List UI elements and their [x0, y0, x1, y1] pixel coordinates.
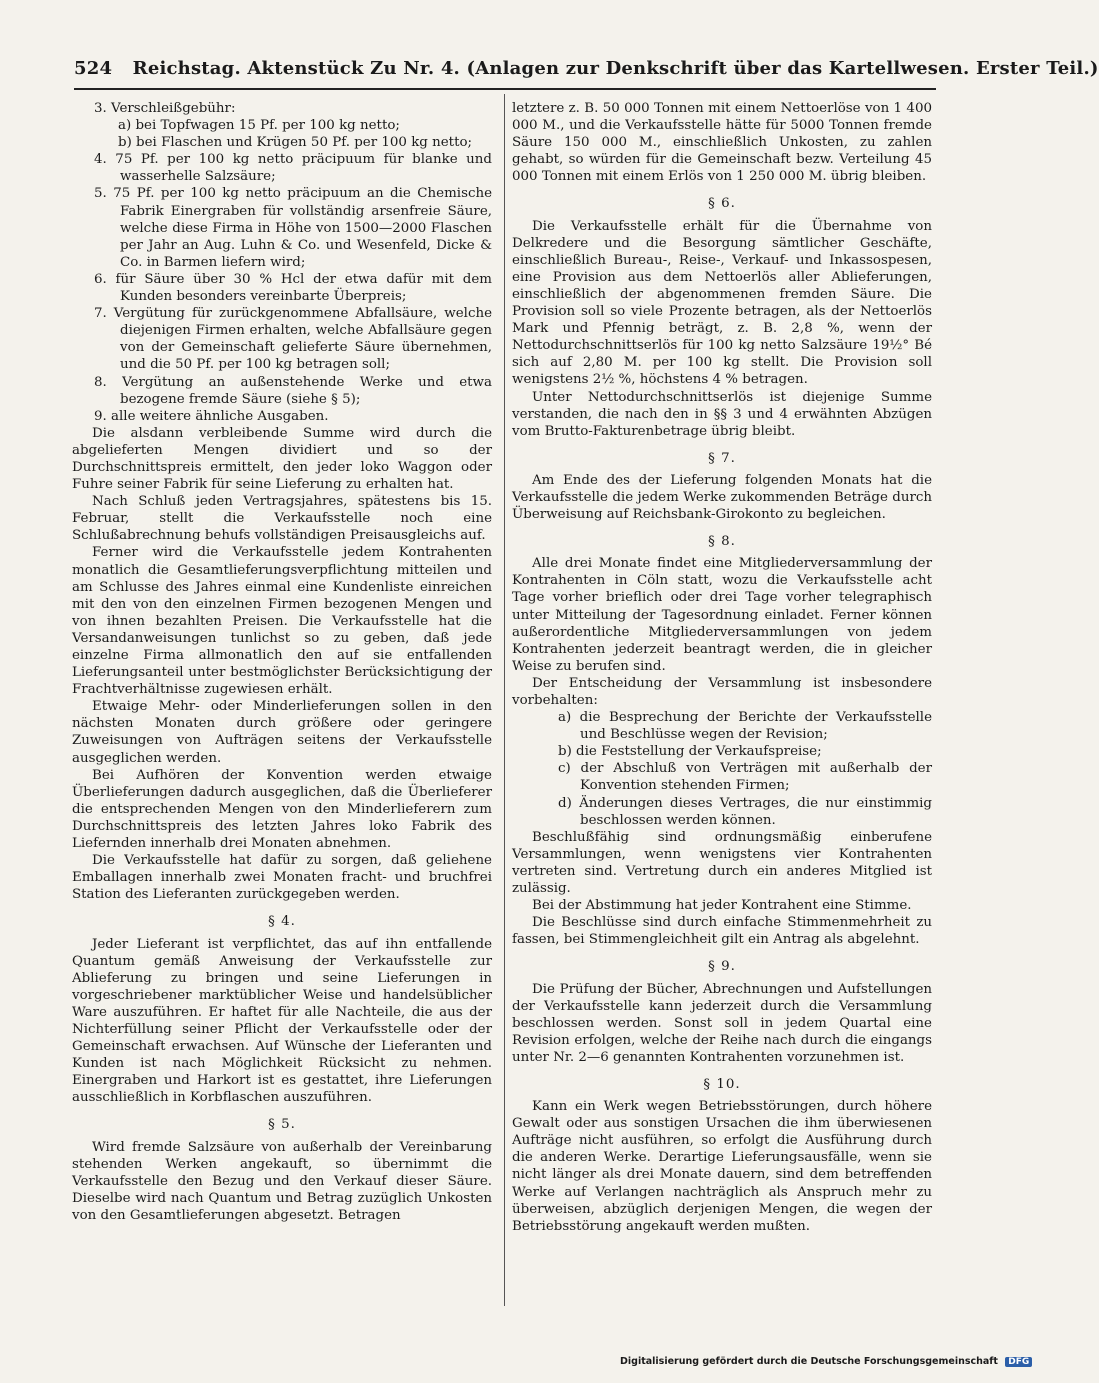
- paragraph: Jeder Lieferant ist verpflichtet, das auf ihn entfallende Quantum gemäß Anweisung der Verkaufsstelle zur Ablieferung zu bringen und seine Lieferungen in vorgeschriebener marktüblicher Weise und handelsüblicher Ware auszuführen. Er haftet für alle Nachteile, die aus der Nichterfüllung seiner Pflicht der Verkaufsstelle oder der Gemeinschaft erwachsen. Auf Wünsche der Lieferanten und Kunden ist nach Möglichkeit Rücksicht zu nehmen. Einergraben und Harkort ist es gestattet, ihre Lieferungen ausschließlich in Korbflaschen auszuführen.: [72, 936, 492, 1106]
- running-title: Reichstag. Aktenstück Zu Nr. 4. (Anlagen zur Denkschrift über das Kartellwesen. Erster Teil.): [132, 58, 1099, 79]
- section-heading: § 5.: [268, 1117, 296, 1133]
- section-heading: § 4.: [268, 914, 296, 930]
- paragraph: Nach Schluß jeden Vertragsjahres, spätestens bis 15. Februar, stellt die Verkaufsstelle noch eine Schlußabrechnung behufs vollständigen Preisausgleichs auf.: [72, 494, 492, 544]
- list-item: 3. Verschleißgebühr:: [94, 101, 236, 116]
- footer-credit: [620, 1356, 1030, 1370]
- left-column: [72, 100, 492, 1224]
- page-number: 524: [74, 58, 113, 79]
- list-item: 5. 75 Pf. per 100 kg netto präcipuum an die Chemische Fabrik Einergraben für vollständig arsenfreie Säure, welche diese Firma in Höhe von 1500—2000 Flaschen per Jahr an Aug. Luhn & Co. und Wesenfeld, Dicke & Co. in Barmen liefern wird;: [94, 186, 492, 270]
- section-heading: § 10.: [703, 1076, 741, 1092]
- paragraph: Die Beschlüsse sind durch einfache Stimmenmehrheit zu fassen, bei Stimmengleichheit gilt ein Antrag als abgelehnt.: [512, 915, 932, 948]
- paragraph: Unter Nettodurchschnittserlös ist diejenige Summe verstanden, die nach den in §§ 3 und 4 erwähnten Abzügen vom Brutto-Fakturenbetrage übrig bleibt.: [512, 389, 932, 439]
- paragraph: Die alsdann verbleibende Summe wird durch die abgelieferten Mengen dividiert und so der Durchschnittspreis ermittelt, den jeder loko Waggon oder Fuhre seiner Fabrik für seine Lieferung zu erhalten hat.: [72, 425, 492, 493]
- list-item: 8. Vergütung an außenstehende Werke und etwa bezogene fremde Säure (siehe § 5);: [94, 374, 492, 407]
- sub-list-item: d) Änderungen dieses Vertrages, die nur einstimmig beschlossen werden können.: [558, 795, 932, 828]
- section-heading: § 9.: [708, 959, 736, 975]
- paragraph: Die Verkaufsstelle hat dafür zu sorgen, daß geliehene Emballagen innerhalb zwei Monaten fracht- und bruchfrei Station des Lieferanten zurückgegeben werden.: [72, 853, 492, 903]
- sub-list-item: a) bei Topfwagen 15 Pf. per 100 kg netto;: [118, 118, 400, 134]
- paragraph: Ferner wird die Verkaufsstelle jedem Kontrahenten monatlich die Gesamtlieferungsverpflichtung mitteilen und am Schlusse des Jahres einmal eine Kundenliste einreichen mit den von den einzelnen Firmen bezogenen Mengen und von ihnen bezahlten Preisen. Die Verkaufsstelle hat die Versandanweisungen tunlichst so zu geben, daß jede einzelne Firma allmonatlich den auf sie entfallenden Lieferungsanteil unter bestmöglichster Berücksichtigung der Frachtverhältnisse zugewiesen erhält.: [72, 545, 492, 698]
- paragraph: Beschlußfähig sind ordnungsmäßig einberufene Versammlungen, wenn wenigstens vier Kontrahenten vertreten sind. Vertretung durch ein anderes Mitglied ist zulässig.: [512, 829, 932, 897]
- paragraph: Alle drei Monate findet eine Mitgliederversammlung der Kontrahenten in Cöln statt, wozu die Verkaufsstelle acht Tage vorher brieflich oder drei Tage vorher telegraphisch unter Mitteilung der Tagesordnung einladet. Ferner können außerordentliche Mitgliederversammlungen von jedem Kontrahenten jederzeit beantragt werden, die in gleicher Weise zu berufen sind.: [512, 556, 932, 674]
- paragraph: Die Prüfung der Bücher, Abrechnungen und Aufstellungen der Verkaufsstelle kann jederzeit durch die Versammlung beschlossen werden. Sonst soll in jedem Quartal eine Revision erfolgen, welche der Reihe nach durch die eingangs unter Nr. 2—6 genannten Kontrahenten vorzunehmen ist.: [512, 981, 932, 1065]
- paragraph: Bei Aufhören der Konvention werden etwaige Überlieferungen dadurch ausgeglichen, daß die Überlieferer die entsprechenden Mengen von den Minderlieferern zum Durchschnittspreis des letzten Jahres loko Fabrik des Liefernden innerhalb drei Monaten abnehmen.: [72, 767, 492, 852]
- paragraph: letztere z. B. 50 000 Tonnen mit einem Nettoerlöse von 1 400 000 M., und die Verkaufsstelle hätte für 5000 Tonnen fremde Säure 150 000 M., einschließlich Unkosten, zu zahlen gehabt, so würden für die Gemeinschaft bezw. Verteilung 45 000 Tonnen mit einem Erlös von 1 250 000 M. übrig bleiben.: [512, 101, 932, 185]
- paragraph: Wird fremde Salzsäure von außerhalb der Vereinbarung stehenden Werken angekauft, so übernimmt die Verkaufsstelle den Bezug und den Verkauf dieser Säure. Dieselbe wird nach Quantum und Betrag zuzüglich Unkosten von den Gesamtlieferungen abgesetzt. Betragen: [72, 1139, 492, 1223]
- list-item: 7. Vergütung für zurückgenommene Abfallsäure, welche diejenigen Firmen erhalten, welche Abfallsäure gegen von der Gemeinschaft gelieferte Säure übernehmen, und die 50 Pf. per 100 kg betragen soll;: [94, 306, 492, 373]
- sub-list-item: c) der Abschluß von Verträgen mit außerhalb der Konvention stehenden Firmen;: [558, 761, 932, 794]
- paragraph: Der Entscheidung der Versammlung ist insbesondere vorbehalten:: [512, 675, 932, 708]
- paragraph: Kann ein Werk wegen Betriebsstörungen, durch höhere Gewalt oder aus sonstigen Ursachen die ihm überwiesenen Aufträge nicht ausführen, so erfolgt die Ausführung durch die anderen Werke. Derartige Lieferungsausfälle, wenn sie nicht länger als drei Monate dauern, sind dem betreffenden Werke auf Verlangen nachträglich als Anspruch mehr zu überweisen, abzüglich derjenigen Mengen, die wegen der Betriebsstörung angekauft werden mußten.: [512, 1099, 932, 1234]
- column-divider: [504, 94, 505, 1306]
- section-heading: § 7.: [708, 450, 736, 466]
- section-heading: § 8.: [708, 534, 736, 550]
- header-rule: [74, 88, 936, 90]
- list-item: 4. 75 Pf. per 100 kg netto präcipuum für blanke und wasserhelle Salzsäure;: [94, 152, 492, 185]
- sub-list-item: a) die Besprechung der Berichte der Verkaufsstelle und Beschlüsse wegen der Revision;: [558, 710, 932, 743]
- footer-text: Digitalisierung gefördert durch die Deutsche Forschungsgemeinschaft: [620, 1356, 998, 1367]
- sub-list-item: b) die Feststellung der Verkaufspreise;: [558, 744, 822, 760]
- list-item: 6. für Säure über 30 % Hcl der etwa dafür mit dem Kunden besonders vereinbarte Überpreis;: [94, 271, 492, 305]
- paragraph: Am Ende des der Lieferung folgenden Monats hat die Verkaufsstelle die jedem Werke zukommenden Beträge durch Überweisung auf Reichsbank-Girokonto zu begleichen.: [512, 472, 932, 523]
- page-header: [74, 58, 1099, 84]
- right-column: [512, 100, 932, 1235]
- paragraph: Die Verkaufsstelle erhält für die Übernahme von Delkredere und die Besorgung sämtlicher Geschäfte, einschließlich Bureau-, Reise-, Verkauf- und Inkassospesen, eine Provision aus dem Nettoerlös aller Ablieferungen, einschließlich der abgenommenen fremden Säure. Die Provision soll so viele Prozente betragen, als der Nettoerlös Mark und Pfennig beträgt, z. B. 2,8 %, wenn der Nettodurchschnittserlös für 100 kg netto Salzsäure 19½° Bé sich auf 2,80 M. per 100 kg stellt. Die Provision soll wenigstens 2½ %, höchstens 4 % betragen.: [512, 218, 932, 388]
- dfg-logo: DFG: [1005, 1357, 1032, 1367]
- list-item: 9. alle weitere ähnliche Ausgaben.: [94, 408, 329, 424]
- paragraph: Bei der Abstimmung hat jeder Kontrahent eine Stimme.: [532, 898, 912, 914]
- paragraph: Etwaige Mehr- oder Minderlieferungen sollen in den nächsten Monaten durch größere oder geringere Zuweisungen von Aufträgen seitens der Verkaufsstelle ausgeglichen werden.: [72, 699, 492, 766]
- sub-list-item: b) bei Flaschen und Krügen 50 Pf. per 100 kg netto;: [118, 135, 473, 151]
- section-heading: § 6.: [708, 196, 736, 212]
